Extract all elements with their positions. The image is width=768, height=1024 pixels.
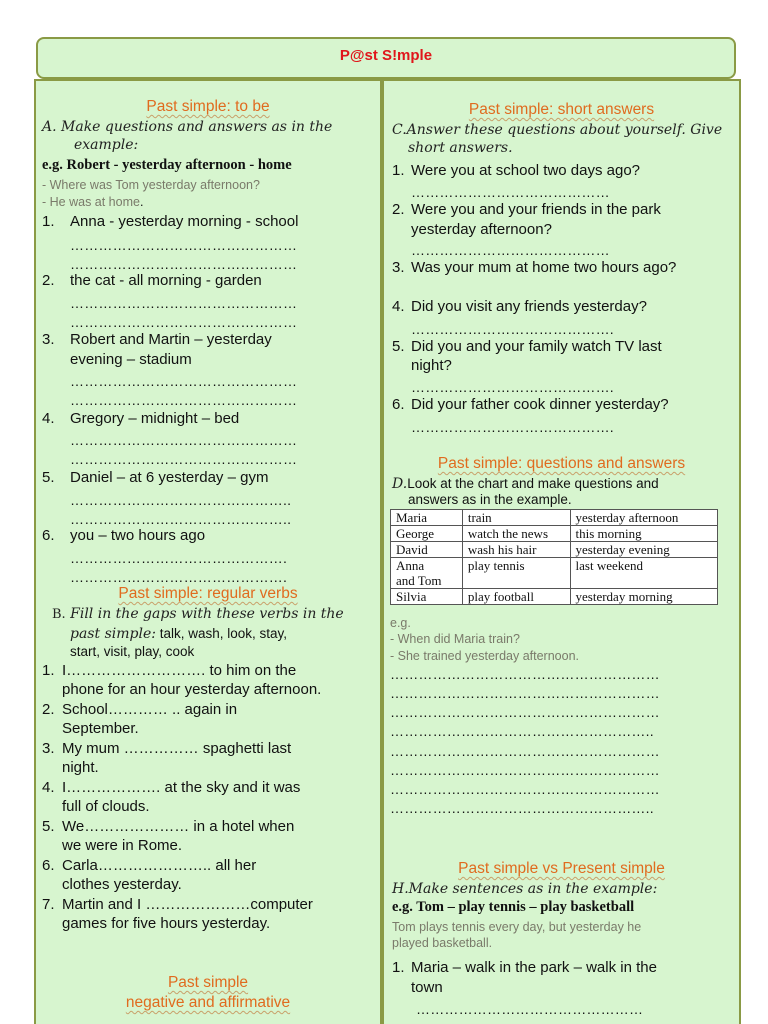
chart-cell: this morning xyxy=(570,526,717,542)
exercise-a-item-6: 6. you – two hours ago xyxy=(42,527,206,544)
exercise-c-item-2: 2. Were you and your friends in the park xyxy=(392,201,661,218)
exercise-c-item-6: 6. Did your father cook dinner yesterday? xyxy=(392,396,669,413)
answer-line[interactable]: ………………………………………… xyxy=(70,256,298,272)
answer-line[interactable]: ………………………………………………… xyxy=(390,781,660,797)
exercise-b-item-3-cont: night. xyxy=(62,759,99,776)
section-d-title: Past simple: questions and answers xyxy=(437,455,686,472)
section-b-title: Past simple: regular verbs xyxy=(118,585,298,602)
chart-cell: Anna and Tom xyxy=(391,558,463,589)
answer-line[interactable]: ………………………………………… xyxy=(70,295,298,311)
exercise-a-item-4: 4. Gregory – midnight – bed xyxy=(42,410,240,427)
section-h-title: Past simple vs Present simple xyxy=(458,860,665,877)
answer-line[interactable]: ………………………………………… xyxy=(70,451,298,467)
chart-row xyxy=(391,526,718,542)
answer-line[interactable]: ………………………………………………… xyxy=(390,762,660,778)
exercise-b-item-3: 3. My mum …………… spaghetti last xyxy=(42,740,292,757)
answer-line[interactable]: ………………………………………… xyxy=(70,373,298,389)
section-a-example-label: e.g. Robert - yesterday afternoon - home xyxy=(42,157,292,173)
answer-line[interactable]: ……………………………………. xyxy=(411,321,614,337)
answer-line[interactable]: ………………………………………. xyxy=(70,569,288,585)
section-d-example-question: - When did Maria train? xyxy=(390,632,520,646)
exercise-b-item-1-cont: phone for an hour yesterday afternoon. xyxy=(62,681,322,698)
title-banner xyxy=(36,37,736,79)
answer-line[interactable]: ……………………………………….. xyxy=(70,492,292,508)
answer-line[interactable]: ………………………………………… xyxy=(70,237,298,253)
exercise-a-item-3: 3. Robert and Martin – yesterday xyxy=(42,331,272,348)
left-column xyxy=(34,79,382,1024)
section-d-example-label: e.g. xyxy=(390,616,411,630)
exercise-b-item-2-cont: September. xyxy=(62,720,139,737)
exercise-b-item-6-cont: clothes yesterday. xyxy=(62,876,182,893)
section-a-example-question: - Where was Tom yesterday afternoon? xyxy=(42,178,260,192)
chart-cell: David xyxy=(391,542,463,558)
chart-row xyxy=(391,542,718,558)
section-h-example-label: e.g. Tom – play tennis – play basketball xyxy=(392,899,635,915)
answer-line[interactable]: ………………………………………… xyxy=(416,1001,644,1017)
exercise-b-item-1: 1. I………………………. to him on the xyxy=(42,662,297,679)
section-d-instruction-1: D.Look at the chart and make questions and xyxy=(392,476,659,492)
answer-line[interactable]: ………………………………………… xyxy=(70,392,298,408)
chart-cell: wash his hair xyxy=(462,542,570,558)
section-b-instruction-1: B. Fill in the gaps with these verbs in the xyxy=(52,606,344,622)
section-c-title: Past simple: short answers xyxy=(468,101,655,118)
exercise-h-item-1: 1. Maria – walk in the park – walk in the xyxy=(392,959,657,976)
exercise-c-item-4: 4. Did you visit any friends yesterday? xyxy=(392,298,647,315)
answer-line[interactable]: ……………………………………. xyxy=(411,419,614,435)
section-a-title: Past simple: to be xyxy=(146,98,270,115)
chart-row xyxy=(391,510,718,526)
answer-line[interactable]: ………………………………………. xyxy=(70,550,288,566)
exercise-c-item-1: 1. Were you at school two days ago? xyxy=(392,162,641,179)
section-a-instruction-1: A. Make questions and answers as in the xyxy=(42,119,333,135)
section-a-example-answer: - He was at home. xyxy=(42,195,144,209)
exercise-a-item-3-cont: evening – stadium xyxy=(70,351,192,368)
answer-line[interactable]: ………………………………………… xyxy=(70,432,298,448)
chart-cell: last weekend xyxy=(570,558,717,589)
exercise-b-item-2: 2. School………… .. again in xyxy=(42,701,238,718)
page-title: P@st S!mple xyxy=(339,47,433,64)
answer-line[interactable]: ………………………………………………… xyxy=(390,704,660,720)
exercise-b-item-4-cont: full of clouds. xyxy=(62,798,150,815)
section-negative-title-1: Past simple xyxy=(167,974,249,991)
exercise-a-item-5: 5. Daniel – at 6 yesterday – gym xyxy=(42,469,269,486)
section-c-instruction-1: C.Answer these questions about yourself. Give xyxy=(392,122,723,138)
chart-cell: train xyxy=(462,510,570,526)
chart-row xyxy=(391,589,718,605)
answer-line[interactable]: …………………………………… xyxy=(411,242,610,258)
section-h-example-line-1: Tom plays tennis every day, but yesterday he xyxy=(392,920,642,934)
exercise-b-item-7-cont: games for five hours yesterday. xyxy=(62,915,271,932)
exercise-b-item-7: 7. Martin and I …………………computer xyxy=(42,896,313,913)
section-d-instruction-2: answers as in the example. xyxy=(408,492,572,507)
exercise-c-item-5-cont: night? xyxy=(411,357,452,374)
section-b-instruction-2: past simple: talk, wash, look, stay, xyxy=(70,626,288,642)
section-b-verbs: start, visit, play, cook xyxy=(70,644,195,659)
section-h-example-line-2: played basketball. xyxy=(392,936,493,950)
chart-cell: yesterday afternoon xyxy=(570,510,717,526)
answer-line[interactable]: ………………………………………………… xyxy=(390,685,660,701)
section-negative-title-2: negative and affirmative xyxy=(125,994,291,1011)
exercise-b-item-6: 6. Carla………………….. all her xyxy=(42,857,257,874)
section-a-instruction-2: example: xyxy=(74,137,139,153)
exercise-b-item-4: 4. I………………. at the sky and it was xyxy=(42,779,301,796)
exercise-c-item-5: 5. Did you and your family watch TV last xyxy=(392,338,662,355)
exercise-h-item-1-cont: town xyxy=(411,979,443,996)
answer-line[interactable]: ……………………………………………….. xyxy=(390,800,654,816)
exercise-b-item-5: 5. We………………… in a hotel when xyxy=(42,818,295,835)
section-d-example-answer: - She trained yesterday afternoon. xyxy=(390,649,580,663)
answer-line[interactable]: ………………………………………………… xyxy=(390,666,660,682)
chart-cell: watch the news xyxy=(462,526,570,542)
chart-cell: play football xyxy=(462,589,570,605)
chart-cell: Silvia xyxy=(391,589,463,605)
answer-line[interactable]: ………………………………………… xyxy=(70,314,298,330)
activity-chart xyxy=(390,509,718,605)
section-h-instruction: H.Make sentences as in the example: xyxy=(392,881,658,897)
answer-line[interactable]: ………………………………………………… xyxy=(390,743,660,759)
chart-row xyxy=(391,558,718,589)
exercise-a-item-2: 2. the cat - all morning - garden xyxy=(42,272,262,289)
chart-cell: yesterday morning xyxy=(570,589,717,605)
chart-cell: play tennis xyxy=(462,558,570,589)
answer-line[interactable]: ……………………………………………….. xyxy=(390,723,654,739)
exercise-c-item-2-cont: yesterday afternoon? xyxy=(411,221,552,238)
chart-cell: yesterday evening xyxy=(570,542,717,558)
answer-line[interactable]: …………………………………… xyxy=(411,184,610,200)
chart-cell: Maria xyxy=(391,510,463,526)
right-column xyxy=(382,79,741,1024)
exercise-a-item-1: 1. Anna - yesterday morning - school xyxy=(42,213,299,230)
exercise-b-item-5-cont: we were in Rome. xyxy=(62,837,183,854)
section-c-instruction-2: short answers. xyxy=(408,140,513,156)
exercise-c-item-3: 3. Was your mum at home two hours ago? xyxy=(392,259,677,276)
answer-line[interactable]: ……………………………………….. xyxy=(70,511,292,527)
chart-cell: George xyxy=(391,526,463,542)
answer-line[interactable]: ……………………………………. xyxy=(411,379,614,395)
